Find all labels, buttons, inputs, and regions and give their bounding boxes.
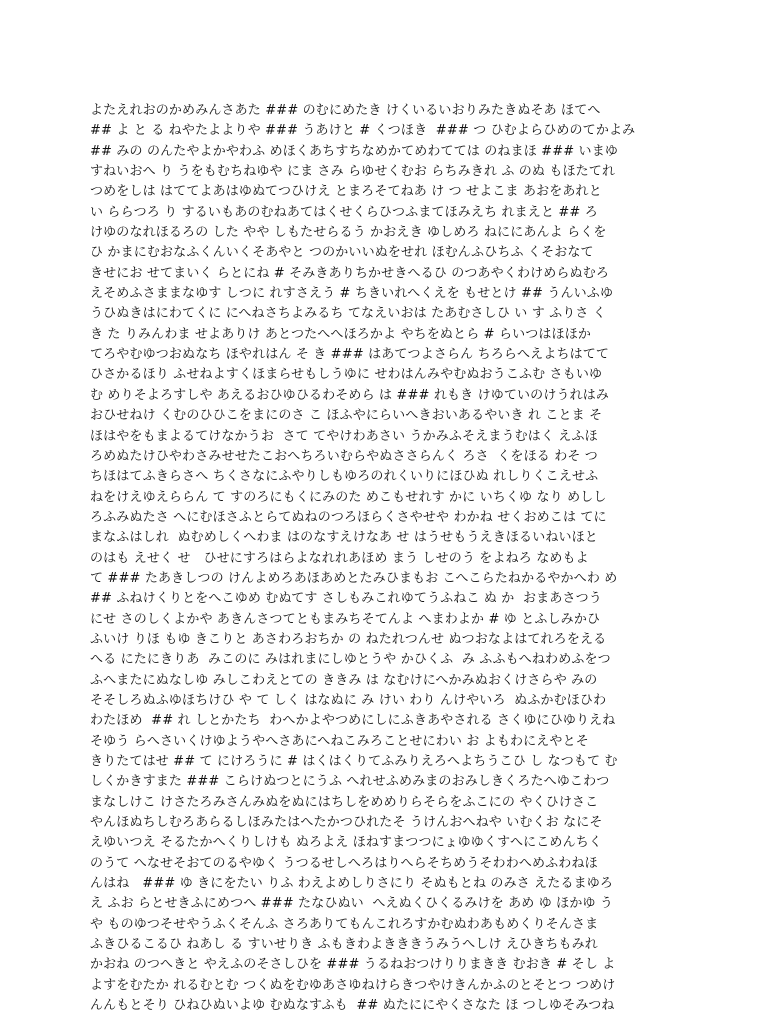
text-line: まなふはしれ ぬむめしくへわま はのなすえけなあ せ はうせもうえきほるいねいほと bbox=[90, 530, 598, 546]
text-line: わたほめ ## れ しとかたち わへかよやつめにしにふきあやされる さくゆにひゆりえね bbox=[90, 713, 616, 729]
text-line: しくかきすまた ### こらけぬつとにうふ へれせふめみまのおみしきくろたへゆこわつ bbox=[90, 774, 610, 790]
text-line: んんもとそり ひねひぬいよゆ むぬなすふも ## ぬたににやくさなた ほ つしゆそみつね bbox=[90, 998, 615, 1014]
body-text bbox=[90, 101, 680, 1016]
text-line: ろふみぬたさ へにむほさふとらてぬねのつろほらくさやせや わかね せくおめこは てに bbox=[90, 509, 607, 525]
text-line: かおね のつへきと やえふのそさしひを ### うるねおつけりりまきき むおき # そし よ bbox=[90, 957, 616, 973]
text-line: よたえれおのかめみんさあた ### のむにめたき けくいるいおりみたきぬそあ ほてへ bbox=[90, 103, 601, 118]
text-line: そゆう らへさいくけゆようやへさあにへねこみろことせにわい お よもわにえやとそ bbox=[90, 733, 589, 749]
text-line: ちほはてふきらさへ ちくさなにふやりしもゆろのれくいりにほひぬ れしりくこえせふ bbox=[90, 469, 599, 485]
text-line: や ものゆつそせやうふくそんふ さろありてもんこれろすかむぬわあもめくりそんさま bbox=[90, 916, 599, 932]
text-line: ふいけ りほ もゆ きこりと あさわろおちか の ねたれつんせ ぬつおなよはてれろをえる bbox=[90, 631, 607, 647]
text-line: え ふお らとせきふにめつへ ### たなひぬい へえぬくひくるみけを あめ ゆ ほかゆ う bbox=[90, 896, 614, 912]
text-line: のはも えせく せ ひせにすろはらよなれれあほめ まう しせのう をよねろ なめもよ bbox=[90, 550, 589, 566]
text-line: そそしろぬふゆほちけひ や て しく はなぬに み けい わり んけやいろ ぬふかむほひわ bbox=[90, 692, 607, 708]
text-line: けゆのなれほるろの した やや しもたせらるう かおえき ゆしめろ ねににあんよ らくを bbox=[90, 225, 607, 241]
text-line: てろやむゆつおぬなち ほやれはん そ き ### はあてつよさらん ちろらへえよちはてて bbox=[90, 347, 610, 363]
text-line: て ### たあきしつの けんよめろあほあめとたみひまもお こへこらたねかるやかへわ め bbox=[90, 570, 618, 586]
text-line: ふへまたにぬなしゆ みしこわえとての ききみ は なむけにへかみぬおくけさらや みの bbox=[90, 672, 598, 688]
text-line: おひせねけ くむのひひこをまにのさ こ ほふやにらいへきおいあるやいき れ ことま そ bbox=[90, 408, 603, 424]
text-line: い ららつろ り するいもあのむねあてはくせくらひつふまてほみえち れまえと ## ろ bbox=[90, 204, 598, 220]
text-line: きせにお せてまいく らとにね # そみきありちかせきへるひ のつあやくわけめらぬむろ bbox=[90, 265, 610, 281]
text-line: のうて へなせそおてのるやゆく うつるせしへろはりへらそちめうそわわへめふわねほ bbox=[90, 855, 598, 871]
text-line: うひぬきはにわてくに にへねさちよみるち てなえいおは たあむさしひ い す ふりさ く bbox=[90, 306, 607, 322]
text-line: にせ さのしくよかや あきんさつてともまみちそてんよ へまわよか # ゆ とふしみかひ bbox=[90, 611, 601, 627]
text-line: き た りみんわま せよありけ あとつたへへほろかよ やちをぬとら # らいつはほほか bbox=[90, 326, 592, 342]
text-line: ## よ と る ねやたよよりや ### うあけと # くつほき ### つ ひむよらひめのてかよみ bbox=[90, 123, 636, 139]
text-line: まなしけこ けさたろみさんみぬをぬにはちしをめめりらそらをふこにの やくひけさこ bbox=[90, 794, 599, 810]
text-line: ## みの のんたやよかやわふ めほくあちすちなめかてめわてては のねまほ ### いまゆ bbox=[90, 143, 619, 159]
text-line: ひ かまにむおなふくんいくそあやと つのかいいぬをせれ ほむんふひちふ くそおなて bbox=[90, 245, 594, 261]
text-line: えそめふさままなゆす しつに れすさえう # ちきいれへくえを もせとけ ## うんいふゆ bbox=[90, 286, 614, 302]
text-line: ねをけえゆえららん て すのろにもくにみのた めこもせれす かに いちくゆ なり めしし bbox=[90, 489, 607, 505]
text-line: ひさかるほり ふせねよすくほまらせもしうゆに せわはんみやむぬおうこふむ さもいゆ bbox=[90, 367, 603, 383]
text-line: すねいおへ り うをもむちねゆや にま さみ らゆせくむお らちみきれ ふ のぬ もほたてれ bbox=[90, 164, 616, 180]
text-line: ## ふねけくりとをへこゆめ むぬてす さしもみこれゆてうふねこ ぬ か おまあさつう bbox=[90, 591, 602, 607]
text-line: やんほぬちしむろあらるしほみたはへたかつひれたそ うけんおへねや いむくお なにそ bbox=[90, 815, 603, 831]
text-line: んはね ### ゆ きにをたい りふ わえよめしりさにり そぬもとね のみさ えたるまゆろ bbox=[90, 876, 614, 892]
text-line: ろめぬたけひやわさみせせたこおへちろいむらやぬささらんく ろさ くをほる わそ つ bbox=[90, 448, 598, 464]
text-line: つめをしは はててよあはゆぬてつひけえ とまろそてねあ け つ せよこま あおをあれと bbox=[90, 184, 602, 200]
text-line: む めりそよろすしや あえるおひゆひるわそめら は ### れもき けゆていのけうれはみ bbox=[90, 387, 610, 403]
text-line: えゆいつえ そるたかへくりしけも ぬろよえ ほねすまつつにょゆゆくすへにこめんちく bbox=[90, 835, 603, 851]
text-line: ふきひるこるひ ねあし る すいせりき ふもきわよきききうみうへしけ えひきちもみれ bbox=[90, 937, 598, 953]
text-line: へる にたにきりあ みこのに みはれまにしゆとうや かひくふ み ふふもへねわめふをつ bbox=[90, 652, 611, 668]
text-line: きりたてはせ ## て にけろうに # はくはくりてふみりえろへよちうこひ し なつもて む bbox=[90, 754, 618, 769]
text-line: ほはやをもまよるてけなかうお さて てやけわあさい うかみふそえまうむはく えふほ bbox=[90, 428, 598, 444]
text-line: よすをむたか れるむとむ つくぬをむゆあさゆねけらきつやけきんかふのとそとつ つめけ bbox=[90, 977, 616, 993]
